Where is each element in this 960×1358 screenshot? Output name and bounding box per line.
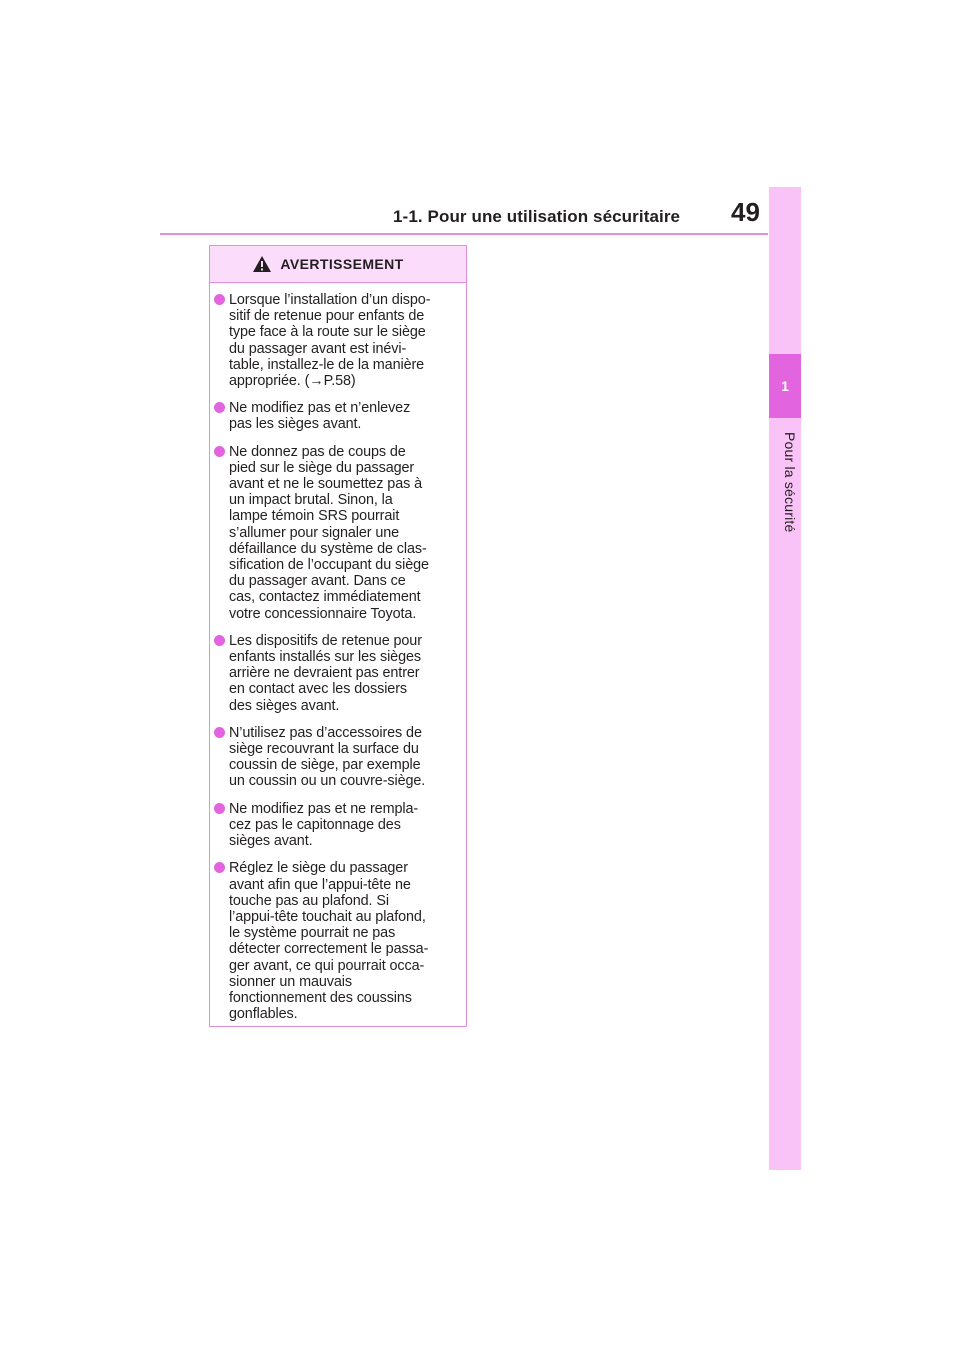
warning-item xyxy=(216,801,458,850)
header-divider xyxy=(160,233,768,235)
warning-box xyxy=(209,245,467,1027)
warning-item-text: Réglez le siège du passager avant afin que l’appui-tête ne touche pas au plafond. Si l’appui-tête touchait au plafond, le système pourrait ne pas détecter correctement le passa- ger avant, ce qui pourrait occa- sionner un mauvais fonctionnement des coussins gonflables. xyxy=(229,860,429,1023)
section-title: 1-1. Pour une utilisation sécuritaire xyxy=(393,207,681,226)
bullet-icon xyxy=(214,635,225,646)
warning-item xyxy=(216,860,458,1022)
warning-item xyxy=(216,444,458,622)
warning-item-text: Les dispositifs de retenue pour enfants installés sur les sièges arrière ne devraient pas entrer en contact avec les dossiers des sièges avant. xyxy=(229,632,422,714)
bullet-icon xyxy=(214,803,225,814)
bullet-icon xyxy=(214,402,225,413)
warning-item-text: Ne donnez pas de coups de pied sur le siège du passager avant et ne le soumettez pas à un impact brutal. Sinon, la lampe témoin SRS pourrait s’allumer pour signaler une défaillance du système de clas- sification de l’occupant du siège du passager avant. Dans ce cas, contactez immédiatement votre concessionnaire Toyota. xyxy=(229,443,429,622)
chapter-side-tab xyxy=(769,187,801,1170)
warning-item xyxy=(216,633,458,714)
page-number: 49 xyxy=(731,197,760,227)
warning-list xyxy=(210,283,466,1022)
warning-item-text: Ne modifiez pas et ne rempla- cez pas le capitonnage des sièges avant. xyxy=(229,800,419,850)
warning-item-text: Ne modifiez pas et n’enlevez pas les sièges avant. xyxy=(229,400,411,433)
warning-triangle-icon xyxy=(252,255,272,273)
bullet-icon xyxy=(214,862,225,873)
warning-item xyxy=(216,400,458,432)
warning-item xyxy=(216,725,458,790)
warning-title: AVERTISSEMENT xyxy=(280,256,404,272)
warning-item xyxy=(216,292,458,389)
warning-item-text: Lorsque l’installation d’un dispo- sitif de retenue pour enfants de type face à la route sur le siège du passager avant est inévi- table, installez-le de la manière appropriée. (→P.58) xyxy=(229,292,431,390)
chapter-label: Pour la sécurité xyxy=(782,432,798,533)
bullet-icon xyxy=(214,727,225,738)
bullet-icon xyxy=(214,294,225,305)
bullet-icon xyxy=(214,446,225,457)
warning-item-text: N’utilisez pas d’accessoires de siège recouvrant la surface du coussin de siège, par exemple un coussin ou un couvre-siège. xyxy=(229,724,426,790)
chapter-number-marker xyxy=(769,354,801,418)
chapter-number: 1 xyxy=(781,378,789,394)
warning-header xyxy=(210,246,466,283)
